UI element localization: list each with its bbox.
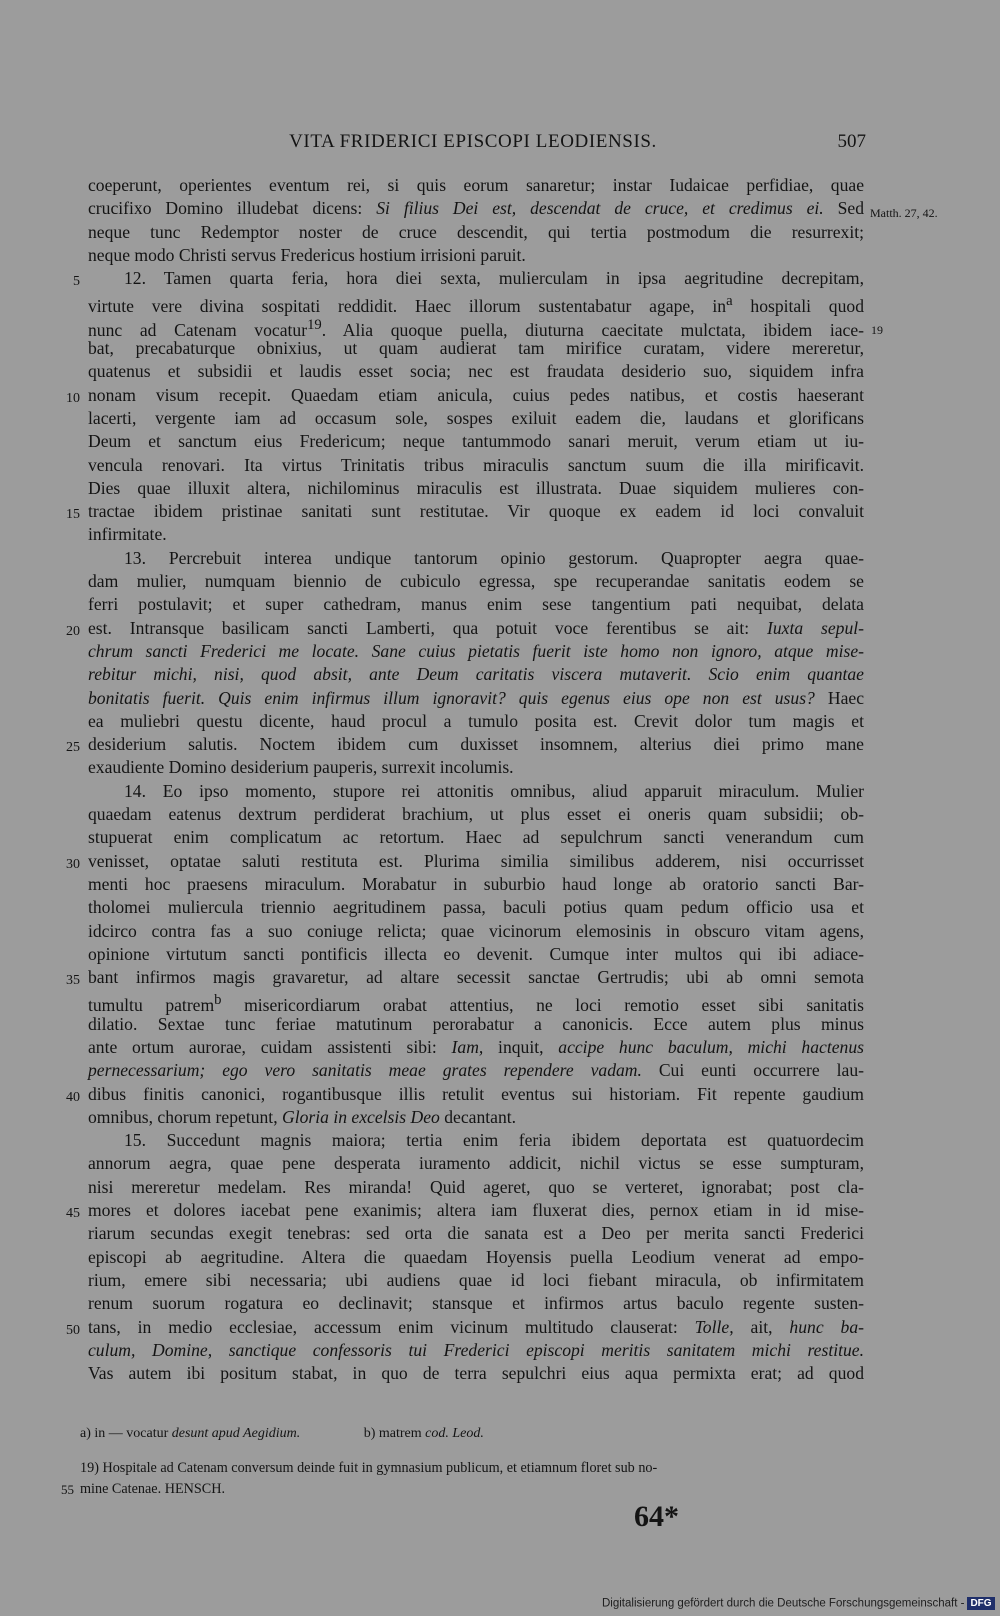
text-line: tumultu patrem$^b$ misericordiarum orabat attentius, ne loci remotio esset sibi sanitatis bbox=[88, 992, 864, 1016]
text-line: neque modo Christi servus Fredericus hostium irrisioni paruit. bbox=[88, 244, 526, 265]
text-line: virtute vere divina sospitati reddidit. Haec illorum sustentabatur agape, $in^a$ hospitali quod bbox=[88, 293, 864, 317]
text-line: exaudiente Domino desiderium pauperis, surrexit incolumis. bbox=[88, 757, 514, 778]
text-line: renum suorum rogatura eo declinavit; stansque et infirmos artus baculo regente susten- bbox=[88, 1293, 864, 1314]
line-number: 15 bbox=[66, 507, 80, 523]
text-line: rium, emere sibi necessaria; ubi audiens quae id loci fiebant miracula, ob infirmitatem bbox=[88, 1269, 864, 1290]
text-line: idcirco contra fas a suo coniuge relicta; quae vicinorum elemosinis in obscuro vitam agens, bbox=[88, 920, 864, 941]
text-line: neque tunc Redemptor noster de cruce descendit, qui tertia postmodum die resurrexit; bbox=[88, 221, 864, 242]
text-line: episcopi ab aegritudine. Altera die quaedam Hoyensis puella Leodium venerat ad empo- bbox=[88, 1246, 864, 1267]
digitization-credit bbox=[602, 1597, 995, 1610]
line-number: 55 bbox=[61, 1482, 74, 1497]
page-number: 507 bbox=[837, 131, 866, 152]
line-number: 45 bbox=[66, 1206, 80, 1222]
line-number: 10 bbox=[66, 390, 80, 406]
text-line: est. Intransque basilicam sancti Lamberti, qua potuit voce ferentibus se ait: Iuxta sepul- bbox=[88, 617, 864, 638]
footnote-19-line-1: 19) Hospitale ad Catenam conversum deinde fuit in gymnasium publicum, et etiamnum floret sub no- bbox=[80, 1460, 658, 1476]
text-line: infirmitate. bbox=[88, 524, 167, 545]
text-line: menti hoc praesens miraculum. Morabatur in suburbio haud longe ab oratorio sancti Bar- bbox=[88, 873, 864, 894]
text-line: dilatio. Sextae tunc feriae matutinum perorabatur a canonicis. Ecce autem plus minus bbox=[88, 1013, 864, 1034]
credit-text: Digitalisierung gefördert durch die Deutsche Forschungsgemeinschaft - bbox=[602, 1597, 965, 1610]
text-line: quaedam eatenus dextrum perdiderat brachium, ut plus esset ei oneris quam subsidii; ob- bbox=[88, 804, 864, 825]
text-line: 13. Percrebuit interea undique tantorum opinio gestorum. Quapropter aegra quae- bbox=[124, 547, 864, 568]
text-line: tholomei muliercula triennio aegritudinem passa, baculi potius quam pedum officio usa et bbox=[88, 897, 864, 918]
text-line: ante ortum aurorae, cuidam assistenti sibi: Iam, inquit, accipe hunc baculum, michi hactenus bbox=[88, 1036, 864, 1057]
margin-note-footnote-19: 19 bbox=[871, 322, 883, 337]
text-line: omnibus, chorum repetunt, Gloria in excelsis Deo decantant. bbox=[88, 1106, 517, 1127]
text-line: venisset, optatae saluti restituta est. Plurima similia similibus adderem, nisi occurrisset bbox=[88, 850, 864, 871]
line-number: 5 bbox=[73, 274, 80, 290]
line-number: 35 bbox=[66, 973, 80, 989]
text-line: bat, precabaturque obnixius, ut quam audierat tam mirifice curatam, videre mereretur, bbox=[88, 338, 864, 359]
footnote-a: a) in — vocatur desunt apud Aegidium. bbox=[80, 1426, 301, 1441]
text-line: nunc ad Catenam vocatur$^{19}$. Alia quoque puella, diuturna caecitate mulctata, ibidem iace- bbox=[88, 316, 864, 340]
text-line: quatenus et subsidii et laudis esset socia; nec est fraudata desiderio suo, siquidem infra bbox=[88, 361, 864, 382]
text-line: bant infirmos magis gravaretur, ad altare secessit sanctae Gertrudis; ubi ab omni semota bbox=[88, 967, 864, 988]
line-number: 25 bbox=[66, 740, 80, 756]
main-text-block bbox=[66, 174, 938, 1385]
text-line: desiderium salutis. Noctem ibidem cum duxisset insomnem, alterius diei primo mane bbox=[88, 734, 864, 755]
text-line: riarum secundas exegit tenebras: sed orta die sanata est a Deo per merita sancti Frederici bbox=[88, 1223, 864, 1244]
text-line: culum, Domine, sanctique confessoris tui Frederici episcopi meritis sanitatem michi restitue. bbox=[88, 1339, 864, 1360]
text-line: 14. Eo ipso momento, stupore rei attonitis omnibus, aliud apparuit miraculum. Mulier bbox=[124, 780, 864, 801]
text-line: bonitatis fuerit. Quis enim infirmus illum ignoravit? quis egenus eius ope non est usus? Haec bbox=[88, 687, 865, 708]
footnote-19-line-2 bbox=[61, 1479, 870, 1500]
text-line: dibus finitis canonici, rogantibusque illis retulit eventus sui historiam. Fit repente gaudium bbox=[88, 1083, 864, 1104]
text-line: coeperunt, operientes eventum rei, si quis eorum sanaretur; instar Iudaicae perfidiae, quae bbox=[88, 175, 864, 195]
page-header bbox=[80, 131, 866, 157]
text-line: nisi mereretur medelam. Res miranda! Quid ageret, quo se verteret, ignorabat; post cla- bbox=[88, 1176, 864, 1197]
line-number: 40 bbox=[66, 1089, 80, 1105]
text-line: nonam visum recepit. Quaedam etiam anicula, cuius pedes natibus, et costis haeserant bbox=[88, 384, 864, 405]
text-line: chrum sancti Frederici me locate. Sane cuius pietatis fuerit iste homo non ignoro, atque mise- bbox=[88, 640, 864, 661]
text-line: 12. Tamen quarta feria, hora diei sexta, mulierculam in ipsa aegritudine decrepitam, bbox=[124, 268, 864, 289]
text-line: Vas autem ibi positum stabat, in quo de terra sepulchri eius aqua permixta erat; ad quod bbox=[88, 1363, 864, 1384]
text-line: pernecessarium; ego vero sanitatis meae grates rependere vadam. Cui eunti occurrere lau- bbox=[88, 1060, 864, 1081]
text-line: tans, in medio ecclesiae, accessum enim vicinum multitudo clauserat: Tolle, ait, hunc ba- bbox=[88, 1316, 864, 1337]
dfg-logo: DFG bbox=[967, 1597, 994, 1610]
text-line: rebitur michi, nisi, quod absit, ante Deum caritatis viscera mutaverit. Scio enim quantae bbox=[88, 664, 864, 685]
text-line: ferri postulavit; et super cathedram, manus enim sese tangentium pati nequibat, delata bbox=[88, 594, 864, 615]
text-line: tractae ibidem pristinae sanitati sunt restitutae. Vir quoque ex eadem id loci convaluit bbox=[88, 501, 864, 522]
text-line: ea muliebri questu dicente, haud procul a tumulo posita est. Crevit dolor tum magis et bbox=[88, 710, 864, 731]
text-line: vencula renovari. Ita virtus Trinitatis tribus miraculis sanctum suum die illa mirificavit. bbox=[88, 454, 864, 475]
text-line: stupuerat enim complicatum ac retortum. Haec ad sepulchrum sancti venerandum cum bbox=[88, 827, 864, 848]
margin-note-reference: Matth. 27, 42. bbox=[870, 206, 938, 221]
text-line: annorum aegra, quae pene desperata iuramento addicit, nichil victus se esse sumpturam, bbox=[88, 1153, 864, 1174]
text-line: Deum et sanctum eius Fredericum; neque tantummodo sanari meruit, verum etiam ut iu- bbox=[88, 431, 864, 452]
footnote-19 bbox=[61, 1458, 870, 1500]
text-line: 15. Succedunt magnis maiora; tertia enim feria ibidem deportata est quatuordecim bbox=[124, 1130, 864, 1151]
line-number: 20 bbox=[66, 623, 80, 639]
footnote-b: b) matrem cod. Leod. bbox=[363, 1426, 484, 1441]
text-line: Dies quae illuxit altera, nichilominus miraculis est illustrata. Duae siquidem mulieres con- bbox=[88, 477, 864, 498]
sheet-signature: 64* bbox=[634, 1500, 679, 1533]
critical-apparatus bbox=[80, 1424, 860, 1444]
line-number: 50 bbox=[66, 1322, 80, 1338]
text-line: dam mulier, numquam biennio de cubiculo egressa, spe recuperandae sanitatis eodem se bbox=[88, 571, 864, 592]
footnote-19-line-2-text: mine Catenae. HENSCH. bbox=[80, 1481, 225, 1497]
text-line: lacerti, vergente iam ad occasum sole, sospes exiluit eadem die, laudans et glorificans bbox=[88, 407, 864, 428]
text-line: mores et dolores iacebat pene exanimis; altera iam fluxerat dies, pernox etiam in id mise- bbox=[88, 1200, 864, 1221]
line-number: 30 bbox=[66, 856, 80, 872]
text-line: opinione virtutum sancti pontificis illecta eo devenit. Cumque inter multos qui ibi adiace- bbox=[88, 943, 864, 964]
running-title: VITA FRIDERICI EPISCOPI LEODIENSIS. bbox=[289, 131, 657, 152]
text-line: crucifixo Domino illudebat dicens: Si filius Dei est, descendat de cruce, et credimus ei. Sed bbox=[88, 198, 865, 219]
